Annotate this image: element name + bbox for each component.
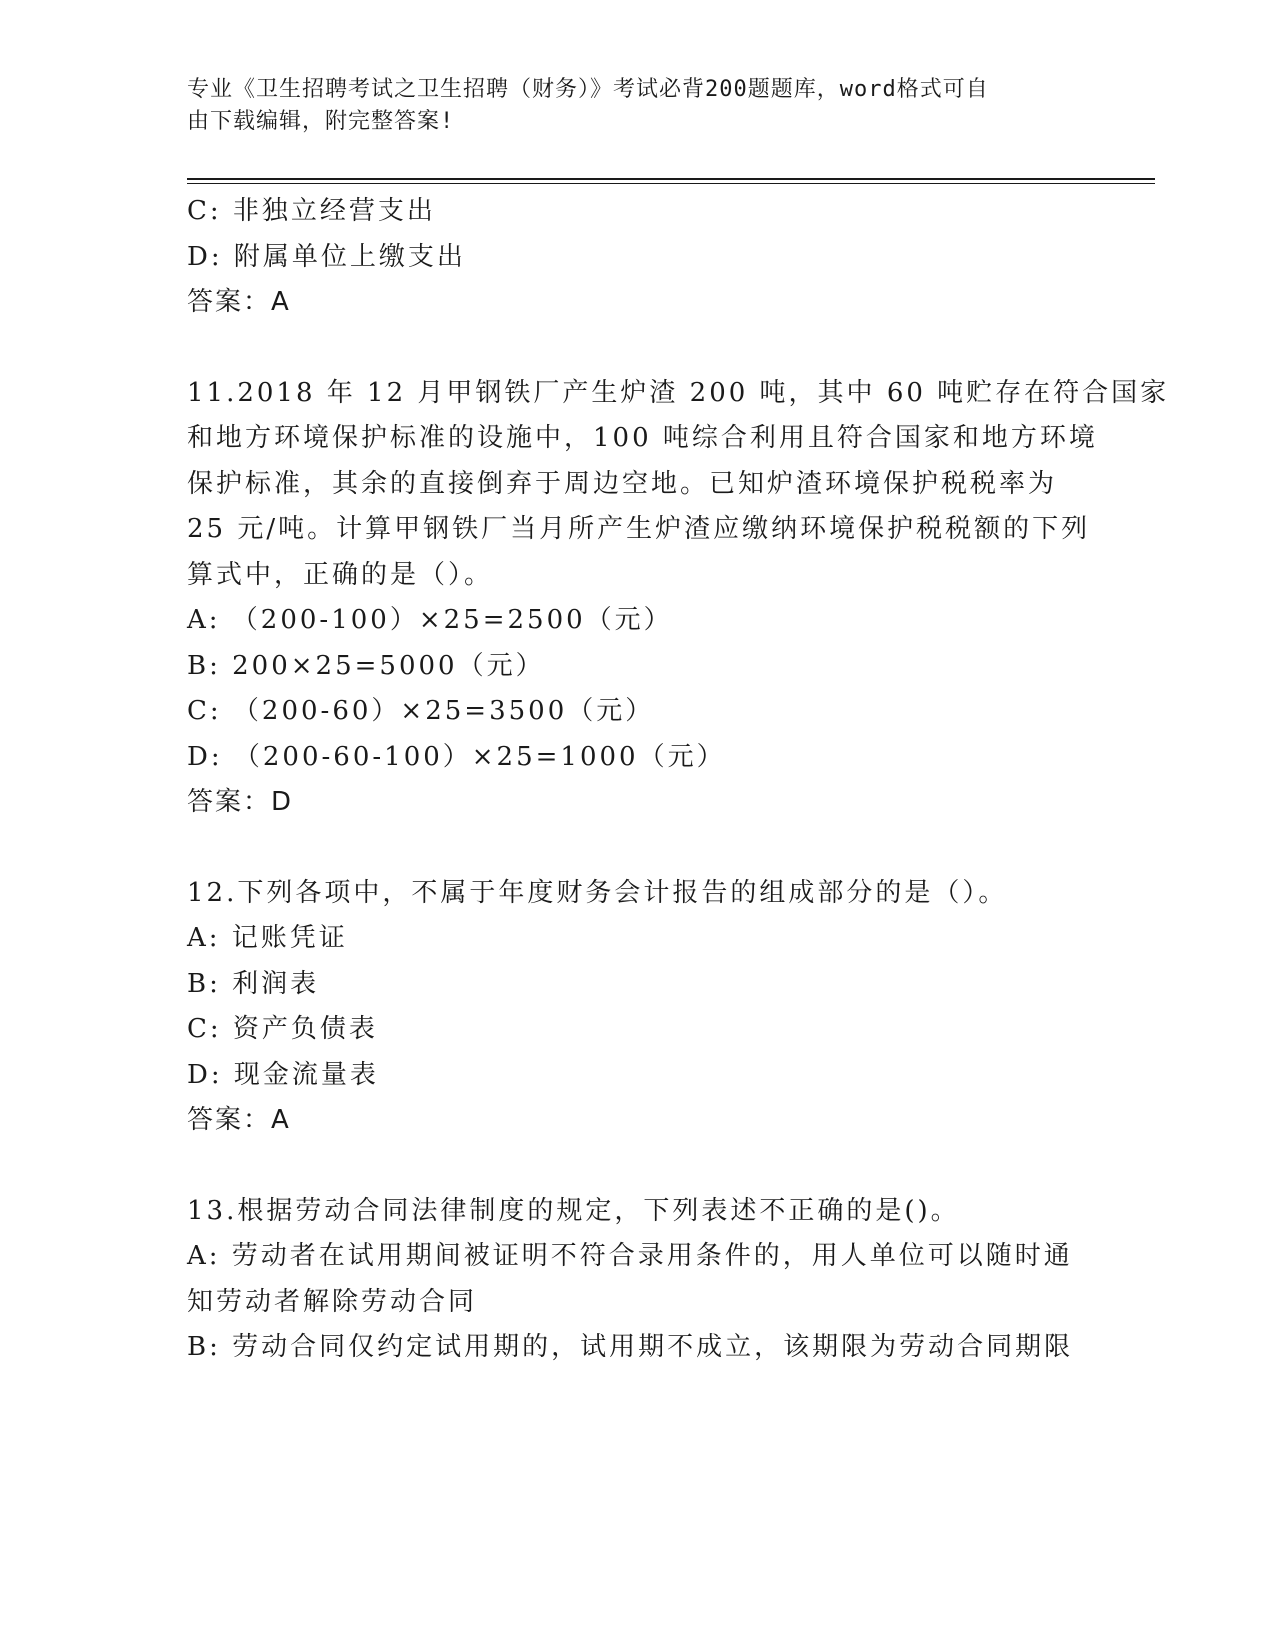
- option-c: C: 资产负债表: [187, 1014, 378, 1044]
- option-d: D: （200-60-100）×25=1000（元）: [187, 741, 726, 772]
- question-stem-line: 保护标准，其余的直接倒弃于周边空地。已知炉渣环境保护税税率为: [187, 468, 1058, 499]
- answer-label: 答案：A: [187, 287, 291, 317]
- answer-label: 答案：A: [187, 1105, 291, 1135]
- question-10-tail: [187, 189, 1087, 326]
- question-stem-line: 11.2018 年 12 月甲钢铁厂产生炉渣 200 吨，其中 60 吨贮存在符合国家: [187, 377, 1170, 408]
- document-header: [187, 74, 1067, 138]
- option-b: B: 利润表: [187, 968, 320, 999]
- question-stem: 12.下列各项中，不属于年度财务会计报告的组成部分的是（）。: [187, 877, 1008, 908]
- document-body: [187, 189, 1170, 1371]
- answer-label: 答案：D: [187, 787, 294, 817]
- option-a: A: 劳动者在试用期间被证明不符合录用条件的，用人单位可以随时通: [187, 1241, 1073, 1271]
- option-c: C: （200-60）×25=3500（元）: [187, 696, 655, 726]
- question-stem-line: 算式中，正确的是（）。: [187, 559, 494, 590]
- option-b: B: 200×25=5000（元）: [187, 650, 545, 681]
- question-stem-line: 和地方环境保护标准的设施中，100 吨综合利用且符合国家和地方环境: [187, 423, 1098, 453]
- option-c: C: 非独立经营支出: [187, 196, 436, 226]
- option-b: B: 劳动合同仅约定试用期的，试用期不成立，该期限为劳动合同期限: [187, 1332, 1074, 1362]
- option-a-continued: 知劳动者解除劳动合同: [187, 1286, 478, 1317]
- header-divider-thin: [187, 183, 1155, 184]
- question-stem: 13.根据劳动合同法律制度的规定，下列表述不正确的是()。: [187, 1195, 960, 1226]
- option-a: A: （200-100）×25=2500（元）: [187, 605, 673, 635]
- question-11: [187, 371, 1170, 826]
- header-title-line-1: 专业《卫生招聘考试之卫生招聘（财务）》考试必背200题题库，word格式可自: [187, 77, 989, 102]
- header-divider-thick: [187, 178, 1155, 180]
- option-d: D: 现金流量表: [187, 1059, 379, 1090]
- question-stem-line: 25 元/吨。计算甲钢铁厂当月所产生炉渣应缴纳环境保护税税额的下列: [187, 514, 1091, 544]
- header-title-line-2: 由下载编辑，附完整答案!: [187, 109, 455, 134]
- question-12: [187, 871, 1087, 1144]
- question-13: [187, 1189, 1087, 1371]
- option-a: A: 记账凭证: [187, 923, 348, 953]
- option-d: D: 附属单位上缴支出: [187, 241, 466, 272]
